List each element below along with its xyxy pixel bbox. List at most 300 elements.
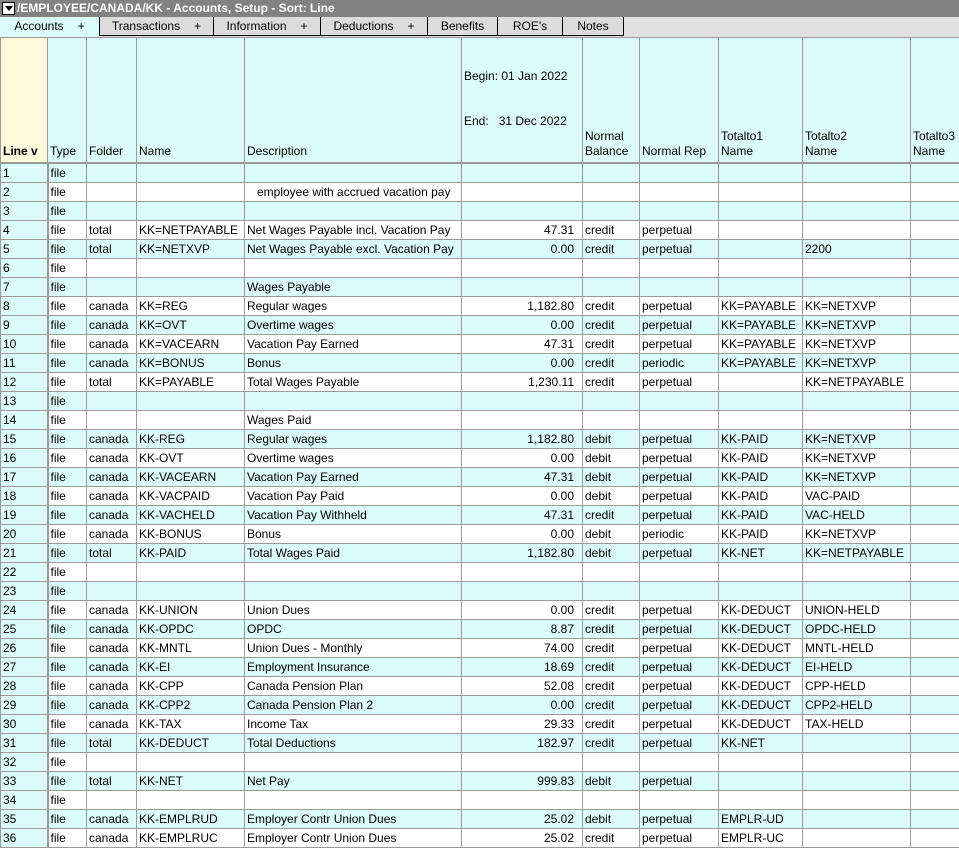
cell-name[interactable] [137, 259, 245, 278]
cell-line[interactable]: 33 [1, 772, 48, 791]
cell-type[interactable]: file [48, 506, 87, 525]
table-row[interactable] [1, 715, 959, 734]
cell-totalto2[interactable]: UNION-HELD [803, 601, 911, 620]
cell-description[interactable]: Vacation Pay Earned [245, 468, 462, 487]
cell-totalto2[interactable] [803, 221, 911, 240]
cell-amount[interactable]: 74.00 [462, 639, 583, 658]
cell-totalto3[interactable] [911, 449, 959, 468]
cell-totalto2[interactable] [803, 563, 911, 582]
cell-folder[interactable]: canada [87, 468, 137, 487]
table-row[interactable] [1, 316, 959, 335]
cell-normal-rep[interactable]: perpetual [640, 601, 719, 620]
table-row[interactable] [1, 392, 959, 411]
cell-description[interactable]: Vacation Pay Paid [245, 487, 462, 506]
cell-type[interactable]: file [48, 354, 87, 373]
cell-totalto1[interactable] [719, 259, 803, 278]
cell-totalto3[interactable] [911, 392, 959, 411]
cell-amount[interactable]: 182.97 [462, 734, 583, 753]
cell-line[interactable]: 23 [1, 582, 48, 601]
cell-totalto2[interactable] [803, 202, 911, 221]
cell-description[interactable]: Net Wages Payable incl. Vacation Pay [245, 221, 462, 240]
cell-name[interactable]: KK-VACHELD [137, 506, 245, 525]
cell-name[interactable] [137, 791, 245, 810]
cell-totalto2[interactable] [803, 829, 911, 848]
cell-normal-rep[interactable]: perpetual [640, 487, 719, 506]
cell-line[interactable]: 8 [1, 297, 48, 316]
cell-normal-rep[interactable]: perpetual [640, 316, 719, 335]
cell-normal-balance[interactable] [583, 791, 640, 810]
cell-totalto1[interactable]: KK=PAYABLE [719, 335, 803, 354]
cell-folder[interactable] [87, 563, 137, 582]
cell-totalto2[interactable] [803, 810, 911, 829]
cell-description[interactable]: Vacation Pay Withheld [245, 506, 462, 525]
cell-totalto1[interactable]: KK-DEDUCT [719, 639, 803, 658]
cell-type[interactable]: file [48, 278, 87, 297]
cell-normal-balance[interactable] [583, 392, 640, 411]
cell-type[interactable]: file [48, 715, 87, 734]
cell-folder[interactable]: total [87, 221, 137, 240]
cell-type[interactable]: file [48, 734, 87, 753]
cell-name[interactable]: KK-EMPLRUC [137, 829, 245, 848]
cell-totalto3[interactable] [911, 163, 959, 183]
cell-normal-rep[interactable] [640, 563, 719, 582]
column-header-type[interactable]: Type [48, 38, 87, 164]
cell-amount[interactable] [462, 392, 583, 411]
cell-line[interactable]: 10 [1, 335, 48, 354]
cell-totalto1[interactable]: EMPLR-UC [719, 829, 803, 848]
cell-name[interactable]: KK-BONUS [137, 525, 245, 544]
cell-description[interactable]: Overtime wages [245, 449, 462, 468]
cell-normal-rep[interactable]: periodic [640, 354, 719, 373]
cell-line[interactable]: 13 [1, 392, 48, 411]
cell-amount[interactable]: 1,182.80 [462, 430, 583, 449]
cell-totalto3[interactable] [911, 487, 959, 506]
tab-notes[interactable] [563, 17, 624, 36]
cell-amount[interactable]: 999.83 [462, 772, 583, 791]
cell-line[interactable]: 3 [1, 202, 48, 221]
cell-name[interactable]: KK=NETXVP [137, 240, 245, 259]
cell-type[interactable]: file [48, 183, 87, 202]
cell-totalto3[interactable] [911, 316, 959, 335]
cell-totalto1[interactable] [719, 373, 803, 392]
cell-totalto1[interactable] [719, 772, 803, 791]
cell-type[interactable]: file [48, 202, 87, 221]
cell-description[interactable]: Income Tax [245, 715, 462, 734]
cell-normal-rep[interactable] [640, 753, 719, 772]
cell-totalto1[interactable] [719, 582, 803, 601]
cell-line[interactable]: 18 [1, 487, 48, 506]
cell-totalto2[interactable]: KK=NETXVP [803, 335, 911, 354]
cell-type[interactable]: file [48, 430, 87, 449]
cell-name[interactable]: KK-MNTL [137, 639, 245, 658]
table-row[interactable] [1, 240, 959, 259]
cell-type[interactable]: file [48, 696, 87, 715]
table-row[interactable] [1, 620, 959, 639]
cell-totalto2[interactable]: KK=NETXVP [803, 468, 911, 487]
cell-normal-rep[interactable]: perpetual [640, 221, 719, 240]
column-header-totalto2[interactable] [803, 38, 911, 164]
table-row[interactable] [1, 278, 959, 297]
cell-normal-balance[interactable]: credit [583, 677, 640, 696]
column-header-totalto1[interactable] [719, 38, 803, 164]
table-row[interactable] [1, 525, 959, 544]
cell-amount[interactable]: 52.08 [462, 677, 583, 696]
cell-amount[interactable]: 0.00 [462, 316, 583, 335]
tab-expand-icon[interactable]: + [301, 19, 308, 33]
cell-totalto3[interactable] [911, 544, 959, 563]
cell-normal-rep[interactable]: perpetual [640, 335, 719, 354]
cell-normal-balance[interactable] [583, 183, 640, 202]
cell-totalto2[interactable] [803, 259, 911, 278]
cell-totalto2[interactable] [803, 183, 911, 202]
cell-name[interactable]: KK-VACPAID [137, 487, 245, 506]
cell-totalto2[interactable] [803, 278, 911, 297]
cell-line[interactable]: 5 [1, 240, 48, 259]
cell-amount[interactable] [462, 563, 583, 582]
cell-type[interactable]: file [48, 810, 87, 829]
cell-normal-balance[interactable]: credit [583, 297, 640, 316]
table-row[interactable] [1, 677, 959, 696]
cell-type[interactable]: file [48, 259, 87, 278]
cell-totalto1[interactable]: KK=PAYABLE [719, 297, 803, 316]
cell-totalto1[interactable] [719, 163, 803, 183]
table-row[interactable] [1, 411, 959, 430]
cell-normal-rep[interactable]: perpetual [640, 430, 719, 449]
column-header-folder[interactable]: Folder [87, 38, 137, 164]
cell-totalto1[interactable] [719, 753, 803, 772]
cell-folder[interactable] [87, 202, 137, 221]
cell-description[interactable]: Employer Contr Union Dues [245, 829, 462, 848]
cell-normal-balance[interactable] [583, 278, 640, 297]
cell-totalto1[interactable]: KK-DEDUCT [719, 620, 803, 639]
cell-normal-rep[interactable] [640, 163, 719, 183]
cell-normal-balance[interactable]: credit [583, 620, 640, 639]
cell-normal-rep[interactable]: perpetual [640, 810, 719, 829]
cell-totalto1[interactable] [719, 278, 803, 297]
cell-line[interactable]: 27 [1, 658, 48, 677]
cell-normal-balance[interactable]: debit [583, 430, 640, 449]
cell-totalto1[interactable]: KK-DEDUCT [719, 658, 803, 677]
cell-totalto1[interactable]: KK-PAID [719, 506, 803, 525]
cell-type[interactable]: file [48, 240, 87, 259]
cell-totalto1[interactable]: KK-PAID [719, 468, 803, 487]
cell-type[interactable]: file [48, 639, 87, 658]
cell-totalto3[interactable] [911, 297, 959, 316]
cell-amount[interactable]: 1,182.80 [462, 544, 583, 563]
cell-normal-balance[interactable]: debit [583, 544, 640, 563]
cell-name[interactable]: KK=NETPAYABLE [137, 221, 245, 240]
cell-amount[interactable] [462, 183, 583, 202]
cell-line[interactable]: 19 [1, 506, 48, 525]
cell-normal-balance[interactable]: credit [583, 335, 640, 354]
cell-type[interactable]: file [48, 601, 87, 620]
cell-folder[interactable]: canada [87, 335, 137, 354]
cell-name[interactable] [137, 163, 245, 183]
cell-name[interactable]: KK-NET [137, 772, 245, 791]
cell-totalto3[interactable] [911, 430, 959, 449]
cell-totalto3[interactable] [911, 658, 959, 677]
cell-line[interactable]: 34 [1, 791, 48, 810]
tab-expand-icon[interactable]: + [408, 19, 415, 33]
tab-transactions[interactable] [99, 17, 214, 36]
cell-totalto3[interactable] [911, 639, 959, 658]
table-row[interactable] [1, 829, 959, 848]
cell-folder[interactable] [87, 753, 137, 772]
cell-normal-balance[interactable] [583, 563, 640, 582]
cell-description[interactable]: Wages Payable [245, 278, 462, 297]
cell-folder[interactable]: canada [87, 506, 137, 525]
cell-name[interactable]: KK-DEDUCT [137, 734, 245, 753]
table-row[interactable] [1, 487, 959, 506]
cell-normal-balance[interactable]: credit [583, 658, 640, 677]
cell-totalto1[interactable]: KK-NET [719, 734, 803, 753]
tab-benefits[interactable] [428, 17, 498, 36]
cell-normal-balance[interactable]: credit [583, 639, 640, 658]
cell-totalto2[interactable]: CPP2-HELD [803, 696, 911, 715]
cell-amount[interactable]: 0.00 [462, 449, 583, 468]
cell-folder[interactable]: canada [87, 696, 137, 715]
cell-totalto3[interactable] [911, 525, 959, 544]
cell-normal-balance[interactable]: credit [583, 829, 640, 848]
cell-folder[interactable]: total [87, 772, 137, 791]
table-row[interactable] [1, 163, 959, 183]
cell-type[interactable]: file [48, 392, 87, 411]
cell-description[interactable] [245, 163, 462, 183]
table-row[interactable] [1, 563, 959, 582]
cell-name[interactable]: KK=VACEARN [137, 335, 245, 354]
cell-totalto2[interactable] [803, 163, 911, 183]
cell-amount[interactable] [462, 411, 583, 430]
cell-totalto2[interactable]: KK=NETXVP [803, 449, 911, 468]
cell-type[interactable]: file [48, 468, 87, 487]
cell-normal-rep[interactable]: perpetual [640, 715, 719, 734]
cell-description[interactable]: Employer Contr Union Dues [245, 810, 462, 829]
cell-totalto3[interactable] [911, 620, 959, 639]
cell-name[interactable]: KK-VACEARN [137, 468, 245, 487]
cell-line[interactable]: 32 [1, 753, 48, 772]
cell-line[interactable]: 29 [1, 696, 48, 715]
cell-type[interactable]: file [48, 525, 87, 544]
cell-folder[interactable]: canada [87, 316, 137, 335]
cell-line[interactable]: 20 [1, 525, 48, 544]
cell-totalto2[interactable]: VAC-PAID [803, 487, 911, 506]
cell-line[interactable]: 1 [1, 163, 48, 183]
tab-information[interactable] [214, 17, 321, 36]
cell-totalto3[interactable] [911, 354, 959, 373]
table-row[interactable] [1, 183, 959, 202]
table-row[interactable] [1, 297, 959, 316]
window-menu-dropdown-icon[interactable] [2, 2, 15, 15]
cell-normal-rep[interactable] [640, 202, 719, 221]
cell-totalto3[interactable] [911, 335, 959, 354]
tab-expand-icon[interactable]: + [194, 19, 201, 33]
cell-description[interactable]: Regular wages [245, 430, 462, 449]
cell-description[interactable]: Total Wages Paid [245, 544, 462, 563]
cell-totalto2[interactable]: MNTL-HELD [803, 639, 911, 658]
cell-line[interactable]: 36 [1, 829, 48, 848]
cell-normal-balance[interactable]: debit [583, 468, 640, 487]
cell-line[interactable]: 15 [1, 430, 48, 449]
cell-type[interactable]: file [48, 563, 87, 582]
cell-normal-rep[interactable] [640, 183, 719, 202]
cell-name[interactable] [137, 563, 245, 582]
cell-amount[interactable]: 0.00 [462, 601, 583, 620]
tab-accounts[interactable] [0, 17, 99, 37]
cell-folder[interactable]: total [87, 373, 137, 392]
cell-folder[interactable] [87, 392, 137, 411]
cell-type[interactable]: file [48, 373, 87, 392]
cell-name[interactable]: KK-OPDC [137, 620, 245, 639]
cell-folder[interactable]: total [87, 240, 137, 259]
cell-totalto1[interactable]: KK-NET [719, 544, 803, 563]
cell-name[interactable]: KK-CPP2 [137, 696, 245, 715]
cell-line[interactable]: 2 [1, 183, 48, 202]
cell-name[interactable]: KK-CPP [137, 677, 245, 696]
cell-line[interactable]: 6 [1, 259, 48, 278]
cell-description[interactable]: Regular wages [245, 297, 462, 316]
cell-amount[interactable] [462, 202, 583, 221]
cell-normal-rep[interactable]: perpetual [640, 734, 719, 753]
cell-normal-rep[interactable] [640, 582, 719, 601]
cell-type[interactable]: file [48, 297, 87, 316]
cell-normal-rep[interactable]: perpetual [640, 639, 719, 658]
cell-totalto3[interactable] [911, 240, 959, 259]
cell-normal-rep[interactable] [640, 278, 719, 297]
cell-folder[interactable] [87, 411, 137, 430]
cell-amount[interactable] [462, 278, 583, 297]
tab-deductions[interactable] [321, 17, 428, 36]
cell-description[interactable]: Bonus [245, 525, 462, 544]
cell-amount[interactable] [462, 753, 583, 772]
cell-name[interactable] [137, 278, 245, 297]
cell-line[interactable]: 28 [1, 677, 48, 696]
cell-line[interactable]: 25 [1, 620, 48, 639]
cell-totalto3[interactable] [911, 411, 959, 430]
cell-amount[interactable]: 18.69 [462, 658, 583, 677]
cell-description[interactable] [245, 753, 462, 772]
cell-totalto2[interactable]: 2200 [803, 240, 911, 259]
cell-totalto2[interactable]: KK=NETXVP [803, 297, 911, 316]
table-row[interactable] [1, 772, 959, 791]
cell-normal-rep[interactable]: perpetual [640, 620, 719, 639]
cell-description[interactable] [245, 563, 462, 582]
table-row[interactable] [1, 753, 959, 772]
cell-folder[interactable]: canada [87, 601, 137, 620]
cell-totalto3[interactable] [911, 506, 959, 525]
cell-line[interactable]: 31 [1, 734, 48, 753]
cell-totalto2[interactable]: VAC-HELD [803, 506, 911, 525]
column-header-normal-rep[interactable]: Normal Rep [640, 38, 719, 164]
cell-normal-balance[interactable]: credit [583, 601, 640, 620]
cell-name[interactable]: KK=REG [137, 297, 245, 316]
cell-normal-rep[interactable]: perpetual [640, 297, 719, 316]
cell-normal-rep[interactable]: perpetual [640, 544, 719, 563]
table-row[interactable] [1, 468, 959, 487]
cell-amount[interactable]: 47.31 [462, 335, 583, 354]
cell-name[interactable]: KK-TAX [137, 715, 245, 734]
cell-totalto3[interactable] [911, 772, 959, 791]
cell-description[interactable]: Bonus [245, 354, 462, 373]
table-row[interactable] [1, 544, 959, 563]
cell-normal-balance[interactable]: debit [583, 487, 640, 506]
cell-name[interactable]: KK-OVT [137, 449, 245, 468]
cell-totalto3[interactable] [911, 373, 959, 392]
cell-folder[interactable] [87, 278, 137, 297]
cell-type[interactable]: file [48, 753, 87, 772]
cell-totalto3[interactable] [911, 791, 959, 810]
cell-type[interactable]: file [48, 449, 87, 468]
cell-totalto1[interactable]: KK-PAID [719, 525, 803, 544]
cell-folder[interactable]: canada [87, 658, 137, 677]
cell-name[interactable] [137, 183, 245, 202]
cell-description[interactable] [245, 582, 462, 601]
cell-normal-rep[interactable] [640, 392, 719, 411]
cell-name[interactable]: KK-PAID [137, 544, 245, 563]
cell-description[interactable] [245, 392, 462, 411]
cell-type[interactable]: file [48, 411, 87, 430]
cell-amount[interactable]: 1,182.80 [462, 297, 583, 316]
cell-totalto1[interactable]: KK-DEDUCT [719, 677, 803, 696]
cell-totalto1[interactable] [719, 411, 803, 430]
cell-line[interactable]: 35 [1, 810, 48, 829]
cell-normal-rep[interactable]: perpetual [640, 240, 719, 259]
cell-description[interactable]: Total Deductions [245, 734, 462, 753]
cell-description[interactable]: Vacation Pay Earned [245, 335, 462, 354]
cell-normal-balance[interactable] [583, 582, 640, 601]
cell-amount[interactable]: 0.00 [462, 525, 583, 544]
cell-totalto3[interactable] [911, 278, 959, 297]
table-row[interactable] [1, 601, 959, 620]
cell-totalto3[interactable] [911, 677, 959, 696]
cell-normal-rep[interactable]: perpetual [640, 373, 719, 392]
cell-folder[interactable]: canada [87, 354, 137, 373]
cell-normal-balance[interactable]: credit [583, 696, 640, 715]
cell-normal-balance[interactable]: debit [583, 810, 640, 829]
cell-normal-balance[interactable]: credit [583, 506, 640, 525]
cell-normal-rep[interactable] [640, 411, 719, 430]
cell-description[interactable]: Employment Insurance [245, 658, 462, 677]
cell-line[interactable]: 4 [1, 221, 48, 240]
cell-folder[interactable] [87, 791, 137, 810]
cell-folder[interactable]: canada [87, 715, 137, 734]
cell-totalto3[interactable] [911, 468, 959, 487]
cell-totalto2[interactable] [803, 791, 911, 810]
cell-name[interactable] [137, 202, 245, 221]
cell-normal-balance[interactable]: credit [583, 354, 640, 373]
cell-folder[interactable]: canada [87, 639, 137, 658]
cell-totalto1[interactable]: KK-PAID [719, 487, 803, 506]
cell-folder[interactable]: total [87, 544, 137, 563]
cell-name[interactable] [137, 582, 245, 601]
cell-normal-rep[interactable]: perpetual [640, 677, 719, 696]
cell-totalto2[interactable]: TAX-HELD [803, 715, 911, 734]
table-row[interactable] [1, 373, 959, 392]
cell-type[interactable]: file [48, 163, 87, 183]
column-header-description[interactable]: Description [245, 38, 462, 164]
cell-totalto2[interactable] [803, 753, 911, 772]
cell-type[interactable]: file [48, 829, 87, 848]
cell-totalto3[interactable] [911, 221, 959, 240]
cell-name[interactable]: KK=OVT [137, 316, 245, 335]
cell-totalto1[interactable] [719, 563, 803, 582]
cell-totalto2[interactable]: KK=NETPAYABLE [803, 373, 911, 392]
cell-totalto3[interactable] [911, 582, 959, 601]
cell-folder[interactable]: canada [87, 829, 137, 848]
cell-type[interactable]: file [48, 677, 87, 696]
cell-normal-balance[interactable] [583, 202, 640, 221]
cell-amount[interactable] [462, 582, 583, 601]
cell-totalto1[interactable] [719, 221, 803, 240]
